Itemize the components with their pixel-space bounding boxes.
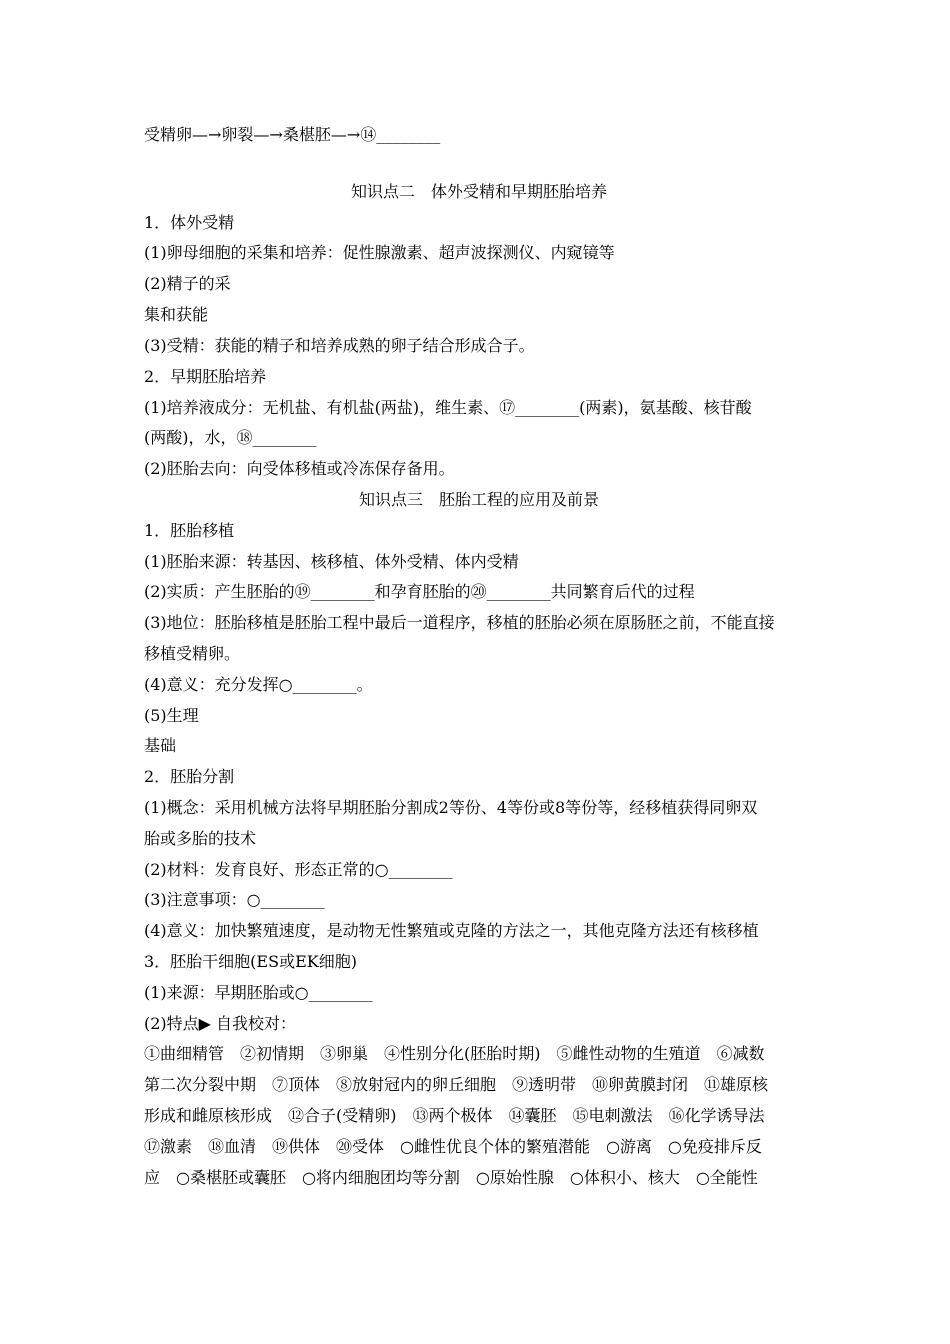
- answer-line: ⑰激素 ⑱血清 ⑲供体 ⑳受体 ○雌性优良个体的繁殖潜能 ○游离 ○免疫排斥反: [144, 1137, 762, 1156]
- text-line: (两酸)，水，⑱________: [144, 428, 317, 447]
- section-heading: 知识点二 体外受精和早期胚胎培养: [350, 182, 607, 201]
- text-line: (2)精子的采: [144, 274, 231, 293]
- text-line: 胎或多胎的技术: [144, 829, 257, 848]
- text-line: (1)卵母细胞的采集和培养：促性腺激素、超声波探测仪、内窥镜等: [144, 243, 615, 262]
- text-line: 基础: [144, 736, 177, 755]
- text-line: (2)胚胎去向：向受体移植或冷冻保存备用。: [144, 459, 455, 478]
- text-line: (3)地位：胚胎移植是胚胎工程中最后一道程序，移植的胚胎必须在原肠胚之前，不能直接: [144, 613, 775, 632]
- text-line: 集和获能: [144, 305, 209, 324]
- text-line: (2)实质：产生胚胎的⑲________和孕育胚胎的⑳________共同繁育后代的过程: [144, 582, 695, 601]
- answer-line: 第二次分裂中期 ⑦顶体 ⑧放射冠内的卵丘细胞 ⑨透明带 ⑩卵黄膜封闭 ⑪雄原核: [144, 1075, 769, 1094]
- text-line: 2．早期胚胎培养: [144, 367, 267, 386]
- text-line: (1)培养液成分：无机盐、有机盐(两盐)，维生素、⑰________(两素)，氨基酸、核苷酸: [144, 398, 752, 417]
- text-line: 2．胚胎分割: [144, 767, 235, 786]
- text-line: 1．胚胎移植: [144, 521, 235, 540]
- text-line: (4)意义：加快繁殖速度，是动物无性繁殖或克隆的方法之一，其他克隆方法还有核移植: [144, 921, 759, 940]
- answer-line: ①曲细精管 ②初情期 ③卵巢 ④性别分化(胚胎时期) ⑤雌性动物的生殖道 ⑥减数: [144, 1044, 765, 1063]
- text-line: (1)来源：早期胚胎或○________: [144, 983, 373, 1002]
- text-line: (2)材料：发育良好、形态正常的○________: [144, 860, 453, 879]
- section-heading: 知识点三 胚胎工程的应用及前景: [358, 490, 599, 509]
- text-line: 受精卵—→卵裂—→桑椹胚—→⑭________: [144, 125, 441, 144]
- text-line: (1)概念：采用机械方法将早期胚胎分割成2等份、4等份或8等份等，经移植获得同卵双: [144, 798, 758, 817]
- text-line: 移植受精卵。: [144, 644, 241, 663]
- answer-line: 形成和雌原核形成 ⑫合子(受精卵) ⑬两个极体 ⑭囊胚 ⑮电刺激法 ⑯化学诱导法: [144, 1106, 765, 1125]
- text-line: (1)胚胎来源：转基因、核移植、体外受精、体内受精: [144, 552, 519, 571]
- text-line: 1．体外受精: [144, 213, 235, 232]
- text-line: (4)意义：充分发挥○________。: [144, 675, 373, 694]
- text-line: 3．胚胎干细胞(ES或EK细胞): [144, 952, 357, 971]
- text-line: (2)特点▶ 自我校对：: [144, 1014, 297, 1033]
- text-line: (5)生理: [144, 706, 199, 725]
- answer-line: 应 ○桑椹胚或囊胚 ○将内细胞团均等分割 ○原始性腺 ○体积小、核大 ○全能性: [144, 1168, 758, 1187]
- text-line: (3)受精：获能的精子和培养成熟的卵子结合形成合子。: [144, 336, 535, 355]
- text-line: (3)注意事项：○________: [144, 890, 325, 909]
